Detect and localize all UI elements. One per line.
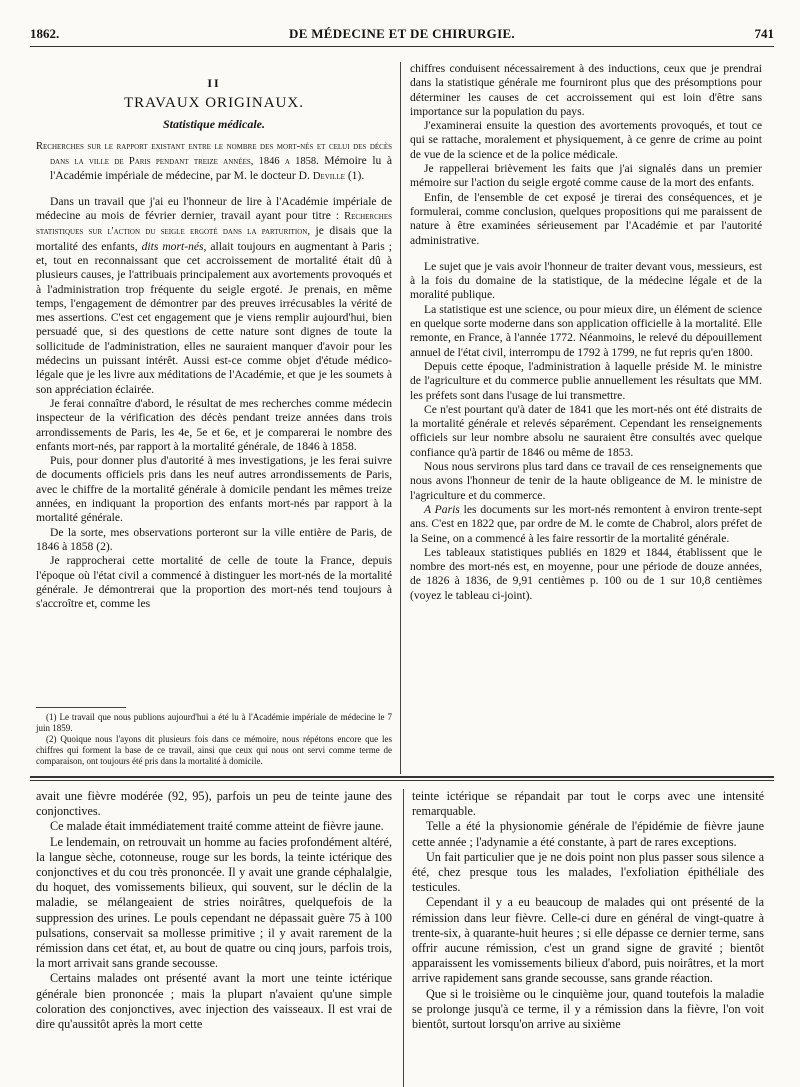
text-run: De la sorte, mes observations porteront sur la ville entière de Paris, de 1846 à 1858 (2). [36, 525, 392, 553]
text-run: Je ferai connaître d'abord, le résultat de mes recherches comme médecin inspecteur de la vérification des décès pendant treize années dans trois arrondissements de Paris, les 4e, 5e et 6e, et je comparerai le nombre des enfants mort-nés, par rapport à la mortalité générale, de 1846 à 1858. [36, 396, 392, 453]
paragraph: Le sujet que je vais avoir l'honneur de traiter devant vous, messieurs, est à la fois du domaine de la statistique, de la médecine légale et de la moralité publique. [410, 259, 762, 302]
paragraph: J'examinerai ensuite la question des avortements provoqués, et tout ce qui se rattache, moralement et physiquement, à ce genre de crime au point de vue de la science et de la police médicale. [410, 119, 762, 161]
paragraph [36, 454, 392, 525]
paragraph: Nous nous servirons plus tard dans ce travail de ces renseignements que nous avons l'honneur de tenir de la haute obligeance de M. le ministre de l'agriculture et du commerce. [410, 460, 762, 502]
section-number: II [207, 76, 221, 90]
paragraph: Cependant il y a eu beaucoup de malades qui ont présenté de la rémission dans leur fièvre. Celle-ci dure en général de vingt-quatre à trente-six, à quarante-huit heures ; si elle dépasse ce dernier terme, sans offrir aucune rémission, c'est un grand signe de gravité ; bientôt apparaissent les vomissements bilieux d'abord, puis noirâtres, et la mort arrive rapidement sans grande secousse, sans grande réaction. [412, 895, 764, 986]
paragraph: chiffres conduisent nécessairement à des inductions, ceux que je prendrai dans la statistique générale me fourniront plus que des présomptions pour déterminer les causes de cet accroissement qui est loin d'être sans importance sur la population du pays. [410, 62, 762, 118]
paragraph: Le lendemain, on retrouvait un homme au facies profondément altéré, la langue sèche, cotonneuse, rouge sur les bords, la teinte ictérique des conjonctives et du cou très prononcée. Il y avait une grande céphalalgie, du hoquet, des vomissements bilieux, qui souvent, sur le déclin de la maladie, se mélangeaient de stries noirâtres, quelquefois de la suppression des urines. Le pouls cependant ne dépassait guère 75 à 100 pulsations, conservait sa mollesse primitive ; il y avait rarement de la rémission dans cet état, et, au bout de quatre ou cinq jours, parfois trois, la mort arrivait sans grande secousse. [36, 834, 392, 971]
header-year: 1862. [30, 26, 60, 41]
paragraph: Telle a été la physionomie générale de l'épidémie de fièvre jaune cette année ; l'adynamie a été constante, à part de rares exceptions. [412, 819, 764, 849]
paris-emphasis: A Paris [424, 502, 460, 516]
header-journal-title: DE MÉDECINE ET DE CHIRURGIE. [289, 26, 515, 41]
paris-text: les documents sur les mort-nés remontent à environ trente-sept ans. C'est en 1822 que, par ordre de M. le comte de Chabrol, alors préfet de la Seine, on a commencé à les faire ressortir de la mortalité générale. [410, 502, 762, 545]
column-divider-bottom [403, 789, 404, 1087]
running-header [30, 26, 774, 46]
paragraph: La statistique est une science, ou pour mieux dire, un élément de science en quelque sorte moderne dans son application officielle à la mortalité. Elle remonte, en France, à l'année 1772. Néanmoins, le relevé du dépouillement annuel de l'état civil, interrompu de 1792 à 1799, ne fut repris qu'en 1800. [410, 302, 762, 359]
paragraph [36, 397, 392, 454]
paragraph [36, 195, 392, 397]
section-title: TRAVAUX ORIGINAUX. [124, 95, 304, 112]
header-page-number: 741 [754, 26, 774, 41]
paragraph [410, 503, 762, 546]
paragraph: Depuis cette époque, l'administration à laquelle préside M. le ministre de l'agriculture et du commerce publie annuellement les résultats que MM. les préfets sont dans l'usage de lui transmettre. [410, 359, 762, 402]
paragraph: Un fait particulier que je ne dois point non plus passer sous silence a été, chez presque tous les malades, l'exfoliation épithéliale des testicules. [412, 849, 764, 895]
memoir-title-rest: Mémoire lu à l'Académie impériale de médecine, par M. le docteur D. [50, 154, 392, 183]
right-top-body [410, 62, 762, 503]
paragraph: Les tableaux statistiques publiés en 1829 et 1844, établissent que le nombre des mort-nés est, en moyenne, pour une période de douze années, de 1826 à 1836, de 9,91 centièmes p. 100 ou de 1 sur 10,8 centièmes (voyez le tableau ci-joint). [410, 545, 762, 602]
paragraph: Je rappellerai brièvement les faits que j'ai signalés dans un premier mémoire sur l'action du seigle ergoté comme cause de la mort des enfants. [410, 162, 762, 190]
text-run: je disais que la mortalité des enfants, [36, 224, 392, 253]
paragraph [36, 526, 392, 555]
text-run: Puis, pour donner plus d'autorité à mes investigations, je les ferai suivre de documents officiels pris dans les neuf autres arrondissements de Paris, avec le chiffre de la mortalité générale à domicile pendant les mêmes treize années, en indiquant la proportion des enfants mort-nés par rapport à la mortalité générale. [36, 454, 392, 525]
article-separator-rule-thin [30, 780, 774, 781]
paragraph: teinte ictérique se répandait par tout le corps avec une intensité remarquable. [412, 789, 764, 819]
paragraph: Que si le troisième ou le cinquième jour, quand toutefois la maladie se prolonge jusqu'à ce terme, il y a rémission dans la fièvre, l'on voit bientôt, surtout lorsqu'on arrive au sixième [412, 986, 764, 1032]
left-top-body [36, 195, 392, 612]
paragraph [36, 554, 392, 611]
article-separator-rule [30, 776, 774, 778]
paragraph: Enfin, de l'ensemble de cet exposé je tirerai des conséquences, et je formulerai, comme conclusion, quelques propositions qui me paraissent de nature à être examinées sérieusement par l'Académie et par l'autorité administrative. [410, 190, 762, 247]
text-run: allait toujours en augmentant à Paris ; et, tout en reconnaissant que cet accroissement de mortalité était dû à plusieurs causes, je l'attribuais principalement aux avortements provoqués et à l'administration trop fréquente du seigle ergoté. Je prenais, en même temps, l'engagement de démontrer par des preuves irrécusables la vérité de mes assertions. C'est cet engagement que je viens remplir aujourd'hui, bien persuadé que, si des questions de cette nature sont dignes de toute la sollicitude de l'administration, elles ne sauraient manquer d'avoir pour les médecins un puissant intérêt. Aussi est-ce comme objet d'étude médico-légale que je les livre aux méditations de l'Académie, et que je les soumets à son appréciation éclairée. [36, 239, 392, 396]
text-run: Dans un travail que j'ai eu l'honneur de lire à l'Académie impériale de médecine au mois de février dernier, travail ayant pour titre : [36, 194, 392, 223]
left-column-bottom [36, 789, 392, 1032]
paragraph: Ce malade était immédiatement traité comme atteint de fièvre jaune. [50, 819, 384, 834]
footnote: (2) Quoique nous l'ayons dit plusieurs fois dans ce mémoire, nous répétons encore que les chiffres qui forment la base de ce travail, ainsi que ceux qui nous ont servi comme terme de comparaison, ont toujours été pris dans la mortalité à domicile. [36, 734, 392, 766]
memoir-title [36, 139, 392, 185]
footnote: (1) Le travail que nous publions aujourd'hui a été lu à l'Académie impériale de médecine le 7 juin 1859. [36, 712, 392, 733]
memoir-author-note: (1). [344, 169, 365, 183]
paragraph: Certains malades ont présenté avant la mort une teinte ictérique générale bien prononcée ; mais la plupart n'avaient qu'une simple coloration des conjonctives, avec injection des vaisseaux. Il est vrai de dire qu'aussitôt après la mort cette [36, 971, 392, 1032]
memoir-author: Deville [312, 171, 345, 183]
text-run: dits mort-nés, [141, 239, 207, 253]
footnotes [36, 707, 392, 767]
footnote-rule [36, 707, 126, 708]
right-column-bottom [412, 789, 764, 1032]
left-column-top [36, 66, 392, 611]
right-column-top [410, 62, 762, 603]
text-run: Recherches statistiques sur l'action du seigle ergoté dans la parturition, [36, 211, 392, 238]
paragraph: avait une fièvre modérée (92, 95), parfois un peu de teinte jaune des conjonctives. [36, 789, 392, 819]
header-rule [30, 46, 774, 47]
memoir-title-caps: Recherches sur le rapport existant entre le nombre des mort-nés et celui des décès dans la ville de Paris pendant treize années, 1846 a 1858. [36, 140, 392, 168]
text-run: Je rapprocherai cette mortalité de celle de toute la France, depuis l'époque où l'état civil a commencé à distinguer les mort-nés de la mortalité générale. Je démontrerai que la proportion des mort-nés tend toujours à s'accroître et, comme les [36, 554, 392, 611]
column-divider [400, 62, 401, 774]
section-subtitle: Statistique médicale. [163, 116, 265, 131]
paragraph: Ce n'est pourtant qu'à dater de 1841 que les mort-nés ont été distraits de la mortalité générale et relevés séparément. Cependant les renseignements officiels sur leur nombre absolu ne sauraient être consultés avec quelque confiance qu'à partir de 1846 ou même de 1853. [410, 402, 762, 459]
